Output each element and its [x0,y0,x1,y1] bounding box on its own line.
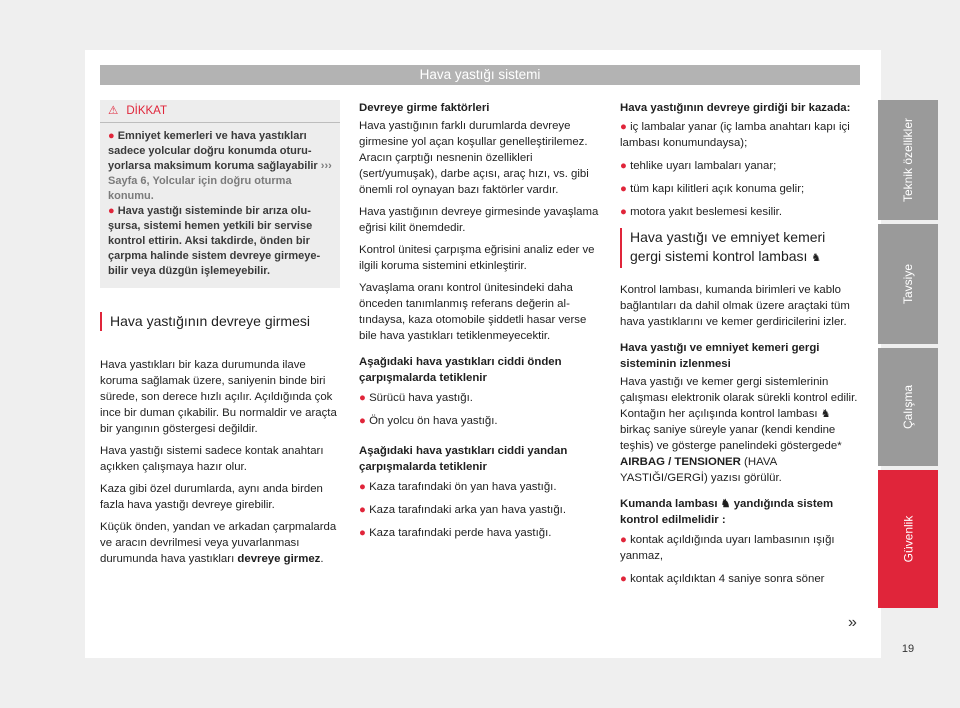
paragraph: Kaza gibi özel durumlarda, aynı anda birden fazla hava yastığı devreye girebilir. [100,483,323,511]
section-title: Hava yastığı ve emniyet kemeri gergi sistemi kontrol lambası ♞ [620,228,860,268]
bullet-icon: ● [359,527,366,539]
bullet-icon: ● [108,130,115,142]
list-item: ● Ön yolcu ön hava yastığı. [359,415,498,427]
tab-calisma[interactable]: Çalışma [878,348,938,466]
airbag-warning-icon: ♞ [811,252,822,264]
bullet-icon: ● [620,121,627,133]
bullet-icon: ● [359,504,366,516]
airbag-warning-icon: ♞ [820,408,831,420]
bullet-icon: ● [620,183,627,195]
tab-guvenlik[interactable]: Güvenlik [878,470,938,608]
list-item: ● Kaza tarafındaki ön yan hava yastığı. [359,481,557,493]
subheading: Devreye girme faktörleri [359,102,490,114]
warning-box [100,100,340,288]
bullet-icon: ● [108,205,115,217]
page-reference-link[interactable]: ››› Sayfa 6, Yolcular için doğru oturma konumu. [108,160,332,202]
warning-title: ⚠ DİKKAT [100,103,340,123]
column-middle [359,100,604,548]
list-item: ● kontak açıldığında uyarı lambasının ışığı yanmaz, [620,534,835,562]
bullet-icon: ● [359,415,366,427]
warning-item: ● Emniyet kemerleri ve hava yastıkları sadece yolcular doğru konumda oturuyorlarsa maksimum koruma sağlayabilir ››› Sayfa 6, Yolcular için doğru oturma konumu. [108,130,332,202]
paragraph: Hava yastığı ve kemer gergi sistemlerinin çalışması elektronik olarak sürekli kontrol edilir. Kontağın her açılışında kontrol lambası ♞ birkaç saniye süreyle yanar (kendi kendine teşhis) ve gösterge panelindeki göstergede* AIRBAG / TENSIONER (HAVA YASTIĞI/GERGİ) yazısı görülür. [620,376,858,484]
warning-item: ● Hava yastığı sisteminde bir arıza oluşursa, sistemi hemen yetkili bir servise kontrol ettirin. Aksi takdirde, önden bir çarpma halinde sistem devreye girmeyebilir veya düzgün işlemeyebilir. [108,205,321,277]
paragraph: Yavaşlama oranı kontrol ünitesindeki daha önceden tanımlanmış referans değerin altındaysa, kaza otomobile şiddetli hasar verse bile hava yastıkları tetiklenmeyecektir. [359,282,587,342]
paragraph: Hava yastığının farklı durumlarda devreye girmesine yol açan koşullar genelleştirilemez. Aracın çarptığı nesnenin özellikleri (sert/yumuşak), darbe açısı, araç hızı, vs. gibi önemli rol oynayan bazı faktörler vardır. [359,120,589,196]
column-left [100,100,340,573]
subheading: Hava yastığı ve emniyet kemeri gergi sisteminin izlenmesi [620,342,820,370]
list-item: ● Kaza tarafındaki perde hava yastığı. [359,527,552,539]
subheading: Kumanda lambası ♞ yandığında sistem kontrol edilmelidir : [620,498,834,526]
warning-triangle-icon: ⚠ [108,105,119,117]
subheading: Hava yastığının devreye girdiği bir kazada: [620,102,851,114]
paragraph: Hava yastıkları bir kaza durumunda ilave koruma sağlamak üzere, saniyenin binde biri sürede, son derece hızlı açılır. Açıldığında çok ince bir duman çıkabilir. Bu normaldir ve araçta bir yangının göstergesi değildir. [100,359,337,435]
list-item: ● iç lambalar yanar (iç lamba anahtarı kapı içi lambası konumundaysa); [620,121,850,149]
airbag-warning-icon: ♞ [720,498,731,510]
list-item: ● kontak açıldıktan 4 saniye sonra söner [620,573,825,585]
list-item: ● tehlike uyarı lambaları yanar; [620,160,777,172]
bullet-icon: ● [620,206,627,218]
bullet-icon: ● [359,481,366,493]
subheading: Aşağıdaki hava yastıkları ciddi yandan çarpışmalarda tetiklenir [359,445,568,473]
list-item: ● motora yakıt beslemesi kesilir. [620,206,782,218]
subheading: Aşağıdaki hava yastıkları ciddi önden çarpışmalarda tetiklenir [359,356,562,384]
column-right [620,100,860,594]
paragraph: Kontrol ünitesi çarpışma eğrisini analiz eder ve ilgili koruma sistemini etkinleştirir. [359,244,595,272]
list-item: ● tüm kapı kilitleri açık konuma gelir; [620,183,805,195]
list-item: ● Kaza tarafındaki arka yan hava yastığı. [359,504,566,516]
bullet-icon: ● [620,573,627,585]
bullet-icon: ● [620,160,627,172]
paragraph: Hava yastığının devreye girmesinde yavaşlama eğrisi kilit önemdedir. [359,206,599,234]
tab-tavsiye[interactable]: Tavsiye [878,224,938,344]
section-title: Hava yastığının devreye girmesi [100,312,340,331]
tab-teknik-ozellikler[interactable]: Teknik özellikler [878,100,938,220]
paragraph: Hava yastığı sistemi sadece kontak anahtarı açıkken çalışmaya hazır olur. [100,445,324,473]
page-header: Hava yastığı sistemi [100,65,860,85]
bullet-icon: ● [359,392,366,404]
bullet-icon: ● [620,534,627,546]
continue-icon: » [848,614,857,631]
page-number: 19 [901,643,915,655]
paragraph: Küçük önden, yandan ve arkadan çarpmalarda ve aracın devrilmesi veya yuvarlanması durumunda hava yastıkları devreye girmez. [100,521,337,565]
paragraph: Kontrol lambası, kumanda birimleri ve kablo bağlantıları da dahil olmak üzere araçtaki tüm hava yastıklarını ve kemer gerdiricilerini izler. [620,284,850,328]
list-item: ● Sürücü hava yastığı. [359,392,473,404]
